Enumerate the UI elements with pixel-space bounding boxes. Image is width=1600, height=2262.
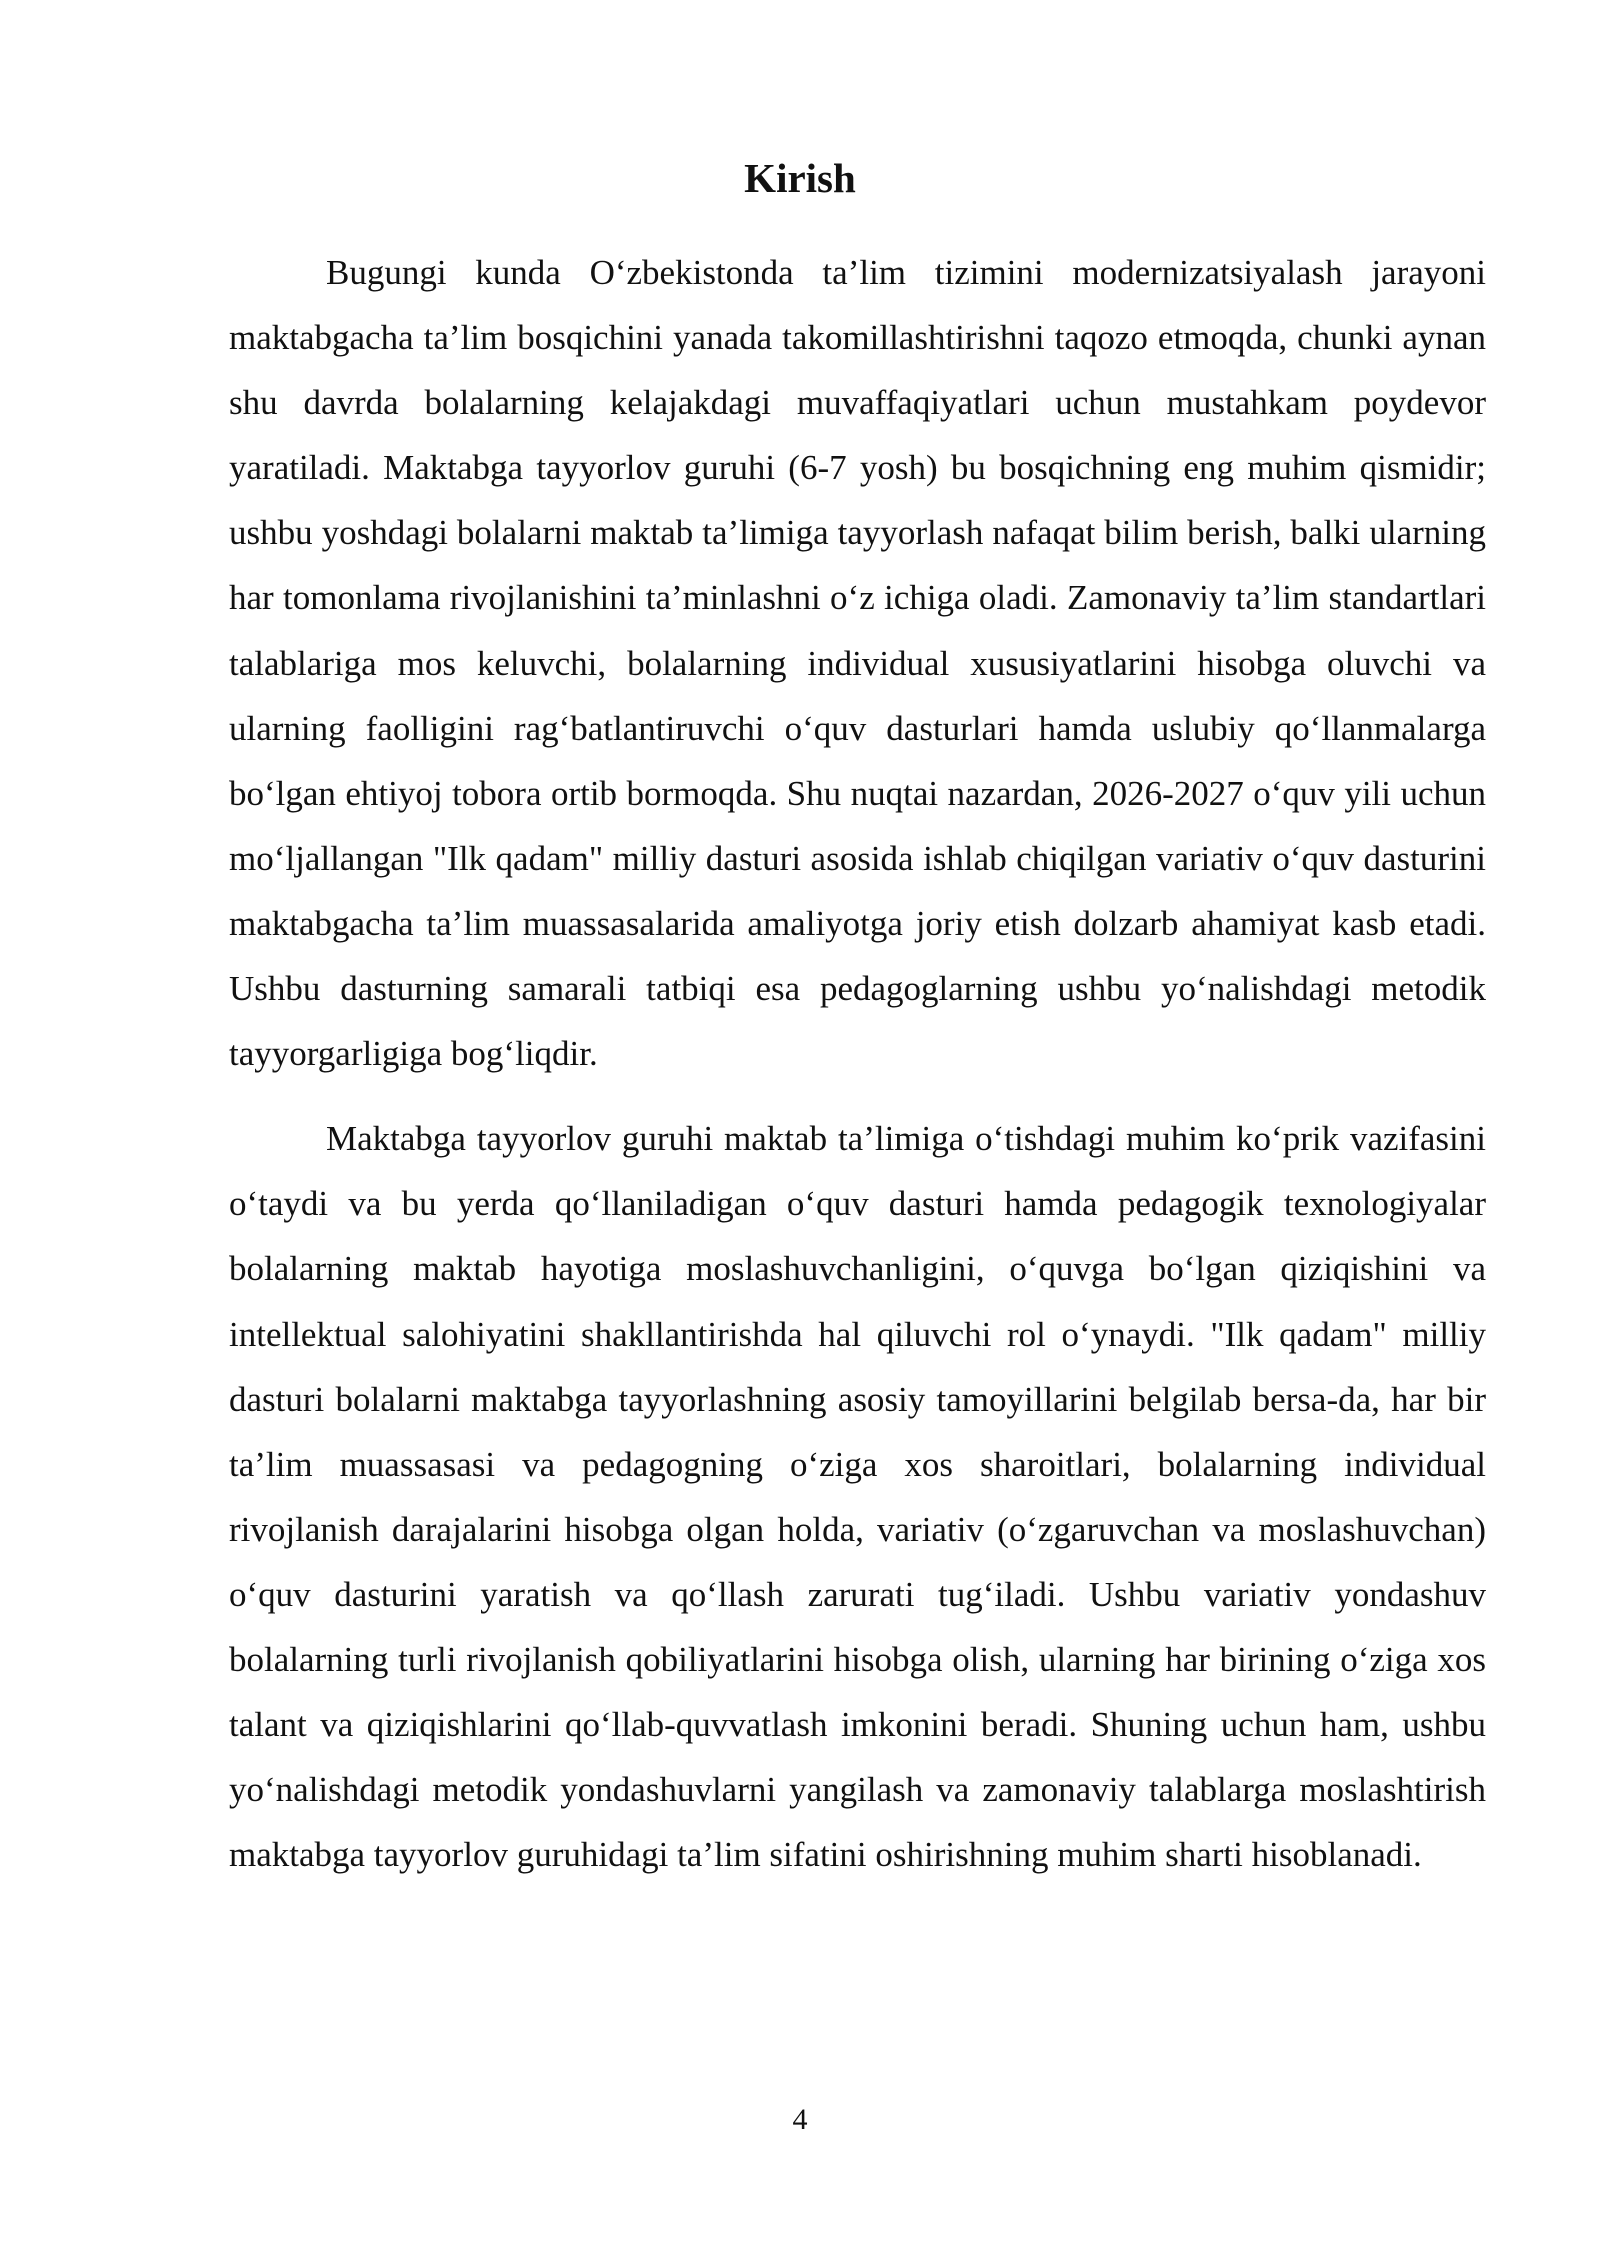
section-title: Kirish bbox=[744, 155, 856, 201]
paragraph-1: Bugungi kunda O‘zbekistonda ta’lim tizimini modernizatsiyalash jarayoni maktabgacha ta’lim bosqichini yanada takomillashtirishni taqozo etmoqda, chunki aynan shu davrda bolalarning kelajakdagi muvaffaqiyatlari uchun mustahkam poydevor yaratiladi. Maktabga tayyorlov guruhi (6-7 yosh) bu bosqichning eng muhim qismidir; ushbu yoshdagi bolalarni maktab ta’limiga tayyorlash nafaqat bilim berish, balki ularning har tomonlama rivojlanishini ta’minlashni o‘z ichiga oladi. Zamonaviy ta’lim standartlari talablariga mos keluvchi, bolalarning individual xususiyatlarini hisobga oluvchi va ularning faolligini rag‘batlantiruvchi o‘quv dasturlari hamda uslubiy qo‘llanmalarga bo‘lgan ehtiyoj tobora ortib bormoqda. Shu nuqtai nazardan, 2026-2027 o‘quv yili uchun mo‘ljallangan "Ilk qadam" milliy dasturi asosida ishlab chiqilgan variativ o‘quv dasturini maktabgacha ta’lim muassasalarida amaliyotga joriy etish dolzarb ahamiyat kasb etadi. Ushbu dasturning samarali tatbiqi esa pedagoglarning ushbu yo‘nalishdagi metodik tayyorgarligiga bog‘liqdir. bbox=[229, 253, 1486, 1074]
page-number: 4 bbox=[792, 2103, 808, 2136]
paragraph-2: Maktabga tayyorlov guruhi maktab ta’limiga o‘tishdagi muhim ko‘prik vazifasini o‘taydi va bu yerda qo‘llaniladigan o‘quv dasturi hamda pedagogik texnologiyalar bolalarning maktab hayotiga moslashuvchanligini, o‘quvga bo‘lgan qiziqishini va intellektual salohiyatini shakllantirishda hal qiluvchi rol o‘ynaydi. "Ilk qadam" milliy dasturi bolalarni maktabga tayyorlashning asosiy tamoyillarini belgilab bersa-da, har bir ta’lim muassasasi va pedagogning o‘ziga xos sharoitlari, bolalarning individual rivojlanish darajalarini hisobga olgan holda, variativ (o‘zgaruvchan va moslashuvchan) o‘quv dasturini yaratish va qo‘llash zarurati tug‘iladi. Ushbu variativ yondashuv bolalarning turli rivojlanish qobiliyatlarini hisobga olish, ularning har birining o‘ziga xos talant va qiziqishlarini qo‘llab-quvvatlash imkonini beradi. Shuning uchun ham, ushbu yo‘nalishdagi metodik yondashuvlarni yangilash va zamonaviy talablarga moslashtirish maktabga tayyorlov guruhidagi ta’lim sifatini oshirishning muhim sharti hisoblanadi. bbox=[229, 1119, 1486, 1875]
body-text bbox=[229, 240, 1486, 1887]
